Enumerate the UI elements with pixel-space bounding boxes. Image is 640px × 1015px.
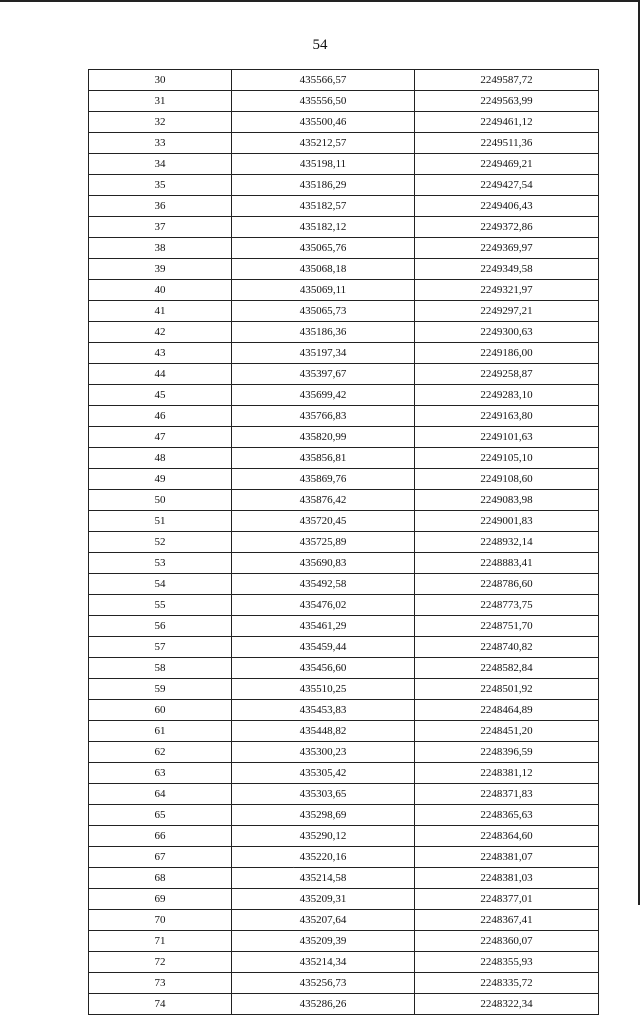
point-number-cell: 48: [89, 448, 232, 469]
point-number-cell: 73: [89, 973, 232, 994]
table-row: [89, 784, 599, 805]
point-number-cell: 52: [89, 532, 232, 553]
point-number-cell: 50: [89, 490, 232, 511]
y-coordinate-cell: 2248322,34: [415, 994, 599, 1015]
y-coordinate-cell: 2248371,83: [415, 784, 599, 805]
x-coordinate-cell: 435510,25: [232, 679, 415, 700]
table-row: [89, 994, 599, 1015]
table-row: [89, 280, 599, 301]
y-coordinate-cell: 2248360,07: [415, 931, 599, 952]
x-coordinate-cell: 435397,67: [232, 364, 415, 385]
x-coordinate-cell: 435186,36: [232, 322, 415, 343]
y-coordinate-cell: 2249105,10: [415, 448, 599, 469]
table-row: [89, 406, 599, 427]
y-coordinate-cell: 2248381,12: [415, 763, 599, 784]
y-coordinate-cell: 2248381,03: [415, 868, 599, 889]
x-coordinate-cell: 435214,58: [232, 868, 415, 889]
y-coordinate-cell: 2248740,82: [415, 637, 599, 658]
point-number-cell: 68: [89, 868, 232, 889]
x-coordinate-cell: 435856,81: [232, 448, 415, 469]
x-coordinate-cell: 435699,42: [232, 385, 415, 406]
table-row: [89, 910, 599, 931]
y-coordinate-cell: 2248355,93: [415, 952, 599, 973]
footer-mark: ˙: [292, 866, 296, 877]
y-coordinate-cell: 2248501,92: [415, 679, 599, 700]
y-coordinate-cell: 2248364,60: [415, 826, 599, 847]
table-row: [89, 805, 599, 826]
point-number-cell: 35: [89, 175, 232, 196]
table-row: [89, 322, 599, 343]
point-number-cell: 71: [89, 931, 232, 952]
y-coordinate-cell: 2249427,54: [415, 175, 599, 196]
table-row: [89, 763, 599, 784]
table-row: [89, 301, 599, 322]
x-coordinate-cell: 435207,64: [232, 910, 415, 931]
x-coordinate-cell: 435725,89: [232, 532, 415, 553]
x-coordinate-cell: 435453,83: [232, 700, 415, 721]
x-coordinate-cell: 435300,23: [232, 742, 415, 763]
point-number-cell: 44: [89, 364, 232, 385]
table-row: [89, 112, 599, 133]
y-coordinate-cell: 2249083,98: [415, 490, 599, 511]
x-coordinate-cell: 435220,16: [232, 847, 415, 868]
coordinates-table: [88, 69, 599, 1015]
table-row: [89, 154, 599, 175]
point-number-cell: 49: [89, 469, 232, 490]
table-row: [89, 553, 599, 574]
point-number-cell: 34: [89, 154, 232, 175]
table-row: [89, 868, 599, 889]
x-coordinate-cell: 435820,99: [232, 427, 415, 448]
x-coordinate-cell: 435876,42: [232, 490, 415, 511]
x-coordinate-cell: 435720,45: [232, 511, 415, 532]
table-row: [89, 427, 599, 448]
table-row: [89, 364, 599, 385]
point-number-cell: 60: [89, 700, 232, 721]
point-number-cell: 38: [89, 238, 232, 259]
x-coordinate-cell: 435303,65: [232, 784, 415, 805]
point-number-cell: 39: [89, 259, 232, 280]
y-coordinate-cell: 2249258,87: [415, 364, 599, 385]
x-coordinate-cell: 435461,29: [232, 616, 415, 637]
point-number-cell: 63: [89, 763, 232, 784]
y-coordinate-cell: 2249406,43: [415, 196, 599, 217]
x-coordinate-cell: 435256,73: [232, 973, 415, 994]
x-coordinate-cell: 435456,60: [232, 658, 415, 679]
y-coordinate-cell: 2248365,63: [415, 805, 599, 826]
point-number-cell: 32: [89, 112, 232, 133]
x-coordinate-cell: 435476,02: [232, 595, 415, 616]
point-number-cell: 54: [89, 574, 232, 595]
y-coordinate-cell: 2248786,60: [415, 574, 599, 595]
x-coordinate-cell: 435448,82: [232, 721, 415, 742]
x-coordinate-cell: 435556,50: [232, 91, 415, 112]
table-row: [89, 700, 599, 721]
y-coordinate-cell: 2249511,36: [415, 133, 599, 154]
x-coordinate-cell: 435069,11: [232, 280, 415, 301]
x-coordinate-cell: 435209,39: [232, 931, 415, 952]
table-row: [89, 91, 599, 112]
table-row: [89, 574, 599, 595]
y-coordinate-cell: 2249283,10: [415, 385, 599, 406]
table-row: [89, 637, 599, 658]
point-number-cell: 53: [89, 553, 232, 574]
y-coordinate-cell: 2249101,63: [415, 427, 599, 448]
point-number-cell: 55: [89, 595, 232, 616]
point-number-cell: 59: [89, 679, 232, 700]
x-coordinate-cell: 435182,12: [232, 217, 415, 238]
x-coordinate-cell: 435209,31: [232, 889, 415, 910]
point-number-cell: 43: [89, 343, 232, 364]
point-number-cell: 57: [89, 637, 232, 658]
x-coordinate-cell: 435298,69: [232, 805, 415, 826]
point-number-cell: 40: [89, 280, 232, 301]
y-coordinate-cell: 2249563,99: [415, 91, 599, 112]
point-number-cell: 45: [89, 385, 232, 406]
y-coordinate-cell: 2249108,60: [415, 469, 599, 490]
y-coordinate-cell: 2248451,20: [415, 721, 599, 742]
table-row: [89, 973, 599, 994]
y-coordinate-cell: 2248582,84: [415, 658, 599, 679]
coordinates-table-body: [89, 70, 599, 1015]
x-coordinate-cell: 435286,26: [232, 994, 415, 1015]
table-row: [89, 259, 599, 280]
x-coordinate-cell: 435305,42: [232, 763, 415, 784]
y-coordinate-cell: 2249297,21: [415, 301, 599, 322]
point-number-cell: 30: [89, 70, 232, 91]
table-row: [89, 469, 599, 490]
table-row: [89, 952, 599, 973]
point-number-cell: 61: [89, 721, 232, 742]
y-coordinate-cell: 2249186,00: [415, 343, 599, 364]
table-row: [89, 679, 599, 700]
y-coordinate-cell: 2248367,41: [415, 910, 599, 931]
point-number-cell: 41: [89, 301, 232, 322]
y-coordinate-cell: 2249587,72: [415, 70, 599, 91]
point-number-cell: 31: [89, 91, 232, 112]
table-row: [89, 490, 599, 511]
x-coordinate-cell: 435214,34: [232, 952, 415, 973]
x-coordinate-cell: 435198,11: [232, 154, 415, 175]
point-number-cell: 46: [89, 406, 232, 427]
table-row: [89, 133, 599, 154]
table-row: [89, 511, 599, 532]
x-coordinate-cell: 435068,18: [232, 259, 415, 280]
page-number: 54: [312, 37, 328, 53]
x-coordinate-cell: 435459,44: [232, 637, 415, 658]
point-number-cell: 56: [89, 616, 232, 637]
point-number-cell: 58: [89, 658, 232, 679]
y-coordinate-cell: 2249163,80: [415, 406, 599, 427]
table-row: [89, 847, 599, 868]
table-row: [89, 721, 599, 742]
y-coordinate-cell: 2248335,72: [415, 973, 599, 994]
y-coordinate-cell: 2248377,01: [415, 889, 599, 910]
point-number-cell: 51: [89, 511, 232, 532]
table-row: [89, 238, 599, 259]
x-coordinate-cell: 435766,83: [232, 406, 415, 427]
table-row: [89, 448, 599, 469]
y-coordinate-cell: 2249469,21: [415, 154, 599, 175]
table-row: [89, 889, 599, 910]
y-coordinate-cell: 2249321,97: [415, 280, 599, 301]
table-row: [89, 217, 599, 238]
point-number-cell: 33: [89, 133, 232, 154]
point-number-cell: 42: [89, 322, 232, 343]
x-coordinate-cell: 435065,76: [232, 238, 415, 259]
table-row: [89, 70, 599, 91]
table-row: [89, 931, 599, 952]
y-coordinate-cell: 2249300,63: [415, 322, 599, 343]
point-number-cell: 66: [89, 826, 232, 847]
x-coordinate-cell: 435690,83: [232, 553, 415, 574]
x-coordinate-cell: 435500,46: [232, 112, 415, 133]
table-row: [89, 175, 599, 196]
table-row: [89, 343, 599, 364]
x-coordinate-cell: 435197,34: [232, 343, 415, 364]
point-number-cell: 67: [89, 847, 232, 868]
x-coordinate-cell: 435186,29: [232, 175, 415, 196]
table-row: [89, 532, 599, 553]
table-row: [89, 385, 599, 406]
table-row: [89, 616, 599, 637]
table-row: [89, 658, 599, 679]
table-row: [89, 196, 599, 217]
x-coordinate-cell: 435182,57: [232, 196, 415, 217]
y-coordinate-cell: 2248932,14: [415, 532, 599, 553]
point-number-cell: 36: [89, 196, 232, 217]
point-number-cell: 62: [89, 742, 232, 763]
x-coordinate-cell: 435492,58: [232, 574, 415, 595]
y-coordinate-cell: 2249001,83: [415, 511, 599, 532]
y-coordinate-cell: 2248396,59: [415, 742, 599, 763]
y-coordinate-cell: 2249369,97: [415, 238, 599, 259]
y-coordinate-cell: 2248464,89: [415, 700, 599, 721]
table-row: [89, 595, 599, 616]
x-coordinate-cell: 435065,73: [232, 301, 415, 322]
y-coordinate-cell: 2249372,86: [415, 217, 599, 238]
y-coordinate-cell: 2248751,70: [415, 616, 599, 637]
point-number-cell: 64: [89, 784, 232, 805]
y-coordinate-cell: 2248381,07: [415, 847, 599, 868]
point-number-cell: 74: [89, 994, 232, 1015]
point-number-cell: 65: [89, 805, 232, 826]
point-number-cell: 47: [89, 427, 232, 448]
page-top-edge: [0, 0, 640, 2]
x-coordinate-cell: 435566,57: [232, 70, 415, 91]
point-number-cell: 70: [89, 910, 232, 931]
y-coordinate-cell: 2248773,75: [415, 595, 599, 616]
y-coordinate-cell: 2248883,41: [415, 553, 599, 574]
x-coordinate-cell: 435869,76: [232, 469, 415, 490]
table-row: [89, 742, 599, 763]
table-row: [89, 826, 599, 847]
x-coordinate-cell: 435290,12: [232, 826, 415, 847]
point-number-cell: 72: [89, 952, 232, 973]
point-number-cell: 69: [89, 889, 232, 910]
x-coordinate-cell: 435212,57: [232, 133, 415, 154]
y-coordinate-cell: 2249349,58: [415, 259, 599, 280]
y-coordinate-cell: 2249461,12: [415, 112, 599, 133]
point-number-cell: 37: [89, 217, 232, 238]
